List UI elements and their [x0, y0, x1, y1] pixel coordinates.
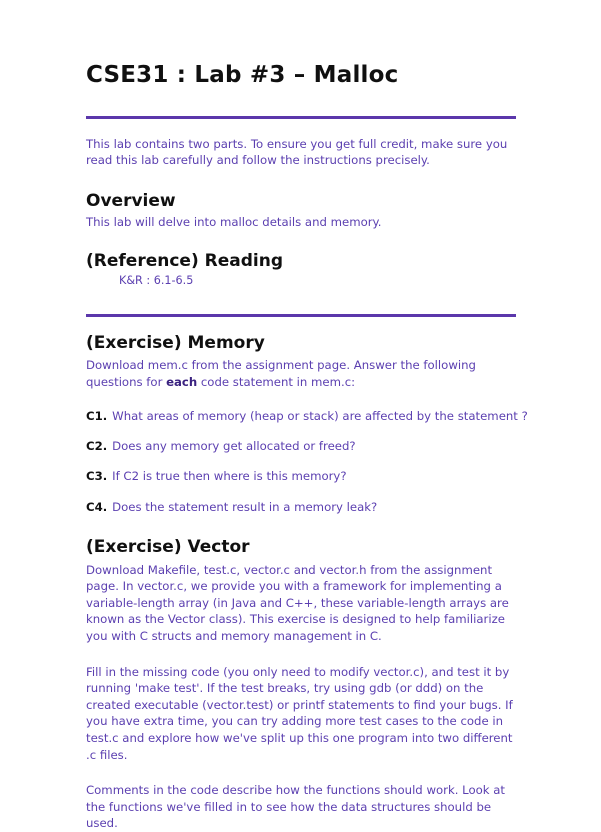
list-item: [86, 499, 516, 515]
question-label: C2.: [86, 439, 108, 454]
question-text: Does the statement result in a memory leak?: [112, 499, 378, 514]
horizontal-rule-top: [86, 116, 516, 119]
question-text: If C2 is true then where is this memory?: [112, 469, 347, 484]
section-heading-vector: (Exercise) Vector: [86, 537, 250, 558]
section-heading-reading: (Reference) Reading: [86, 250, 283, 271]
memory-intro-paragraph: [86, 357, 516, 390]
question-text: Does any memory get allocated or freed?: [112, 439, 356, 454]
question-text: What areas of memory (heap or stack) are affected by the statement ?: [112, 408, 528, 423]
question-label: C1.: [86, 408, 108, 423]
section-heading-overview: Overview: [86, 190, 176, 211]
list-item: [86, 468, 516, 484]
reading-item: K&R : 6.1-6.5: [119, 274, 194, 288]
section-heading-memory: (Exercise) Memory: [86, 333, 265, 354]
memory-intro-after: code statement in mem.c:: [197, 375, 356, 390]
memory-intro-before: Download mem.c from the assignment page. Answer the following questions for: [86, 358, 476, 390]
horizontal-rule-middle: [86, 314, 516, 317]
list-item: [86, 438, 516, 454]
intro-paragraph: This lab contains two parts. To ensure you get full credit, make sure you read this lab carefully and follow the instructions precisely.: [86, 136, 508, 168]
vector-paragraph-3: Comments in the code describe how the functions should work. Look at the functions we've filled in to see how the data structures should be used.: [86, 783, 505, 831]
vector-paragraph-1: Download Makefile, test.c, vector.c and vector.h from the assignment page. In vector.c, we provide you with a framework for implementing a variable-length array (in Java and C++, these variable-length arrays are known as the Vector class). This exercise is designed to help familiarize you with C structs and memory management in C.: [86, 562, 509, 643]
list-item: [86, 408, 528, 424]
question-label: C4.: [86, 499, 108, 514]
question-label: C3.: [86, 469, 108, 484]
memory-question-list: [86, 408, 528, 516]
memory-intro-emphasis: each: [166, 375, 198, 390]
page-title: CSE31 : Lab #3 – Malloc: [86, 62, 399, 88]
vector-paragraph-2: Fill in the missing code (you only need to modify vector.c), and test it by running 'make test'. If the test breaks, try using gdb (or ddd) on the created executable (vector.test) or printf statements to find your bugs. If you have extra time, you can try adding more test cases to the code in test.c and explore how we've split up this one program into two different .c files.: [86, 664, 513, 762]
document-content: [86, 0, 528, 832]
overview-body: This lab will delve into malloc details and memory.: [86, 215, 382, 230]
